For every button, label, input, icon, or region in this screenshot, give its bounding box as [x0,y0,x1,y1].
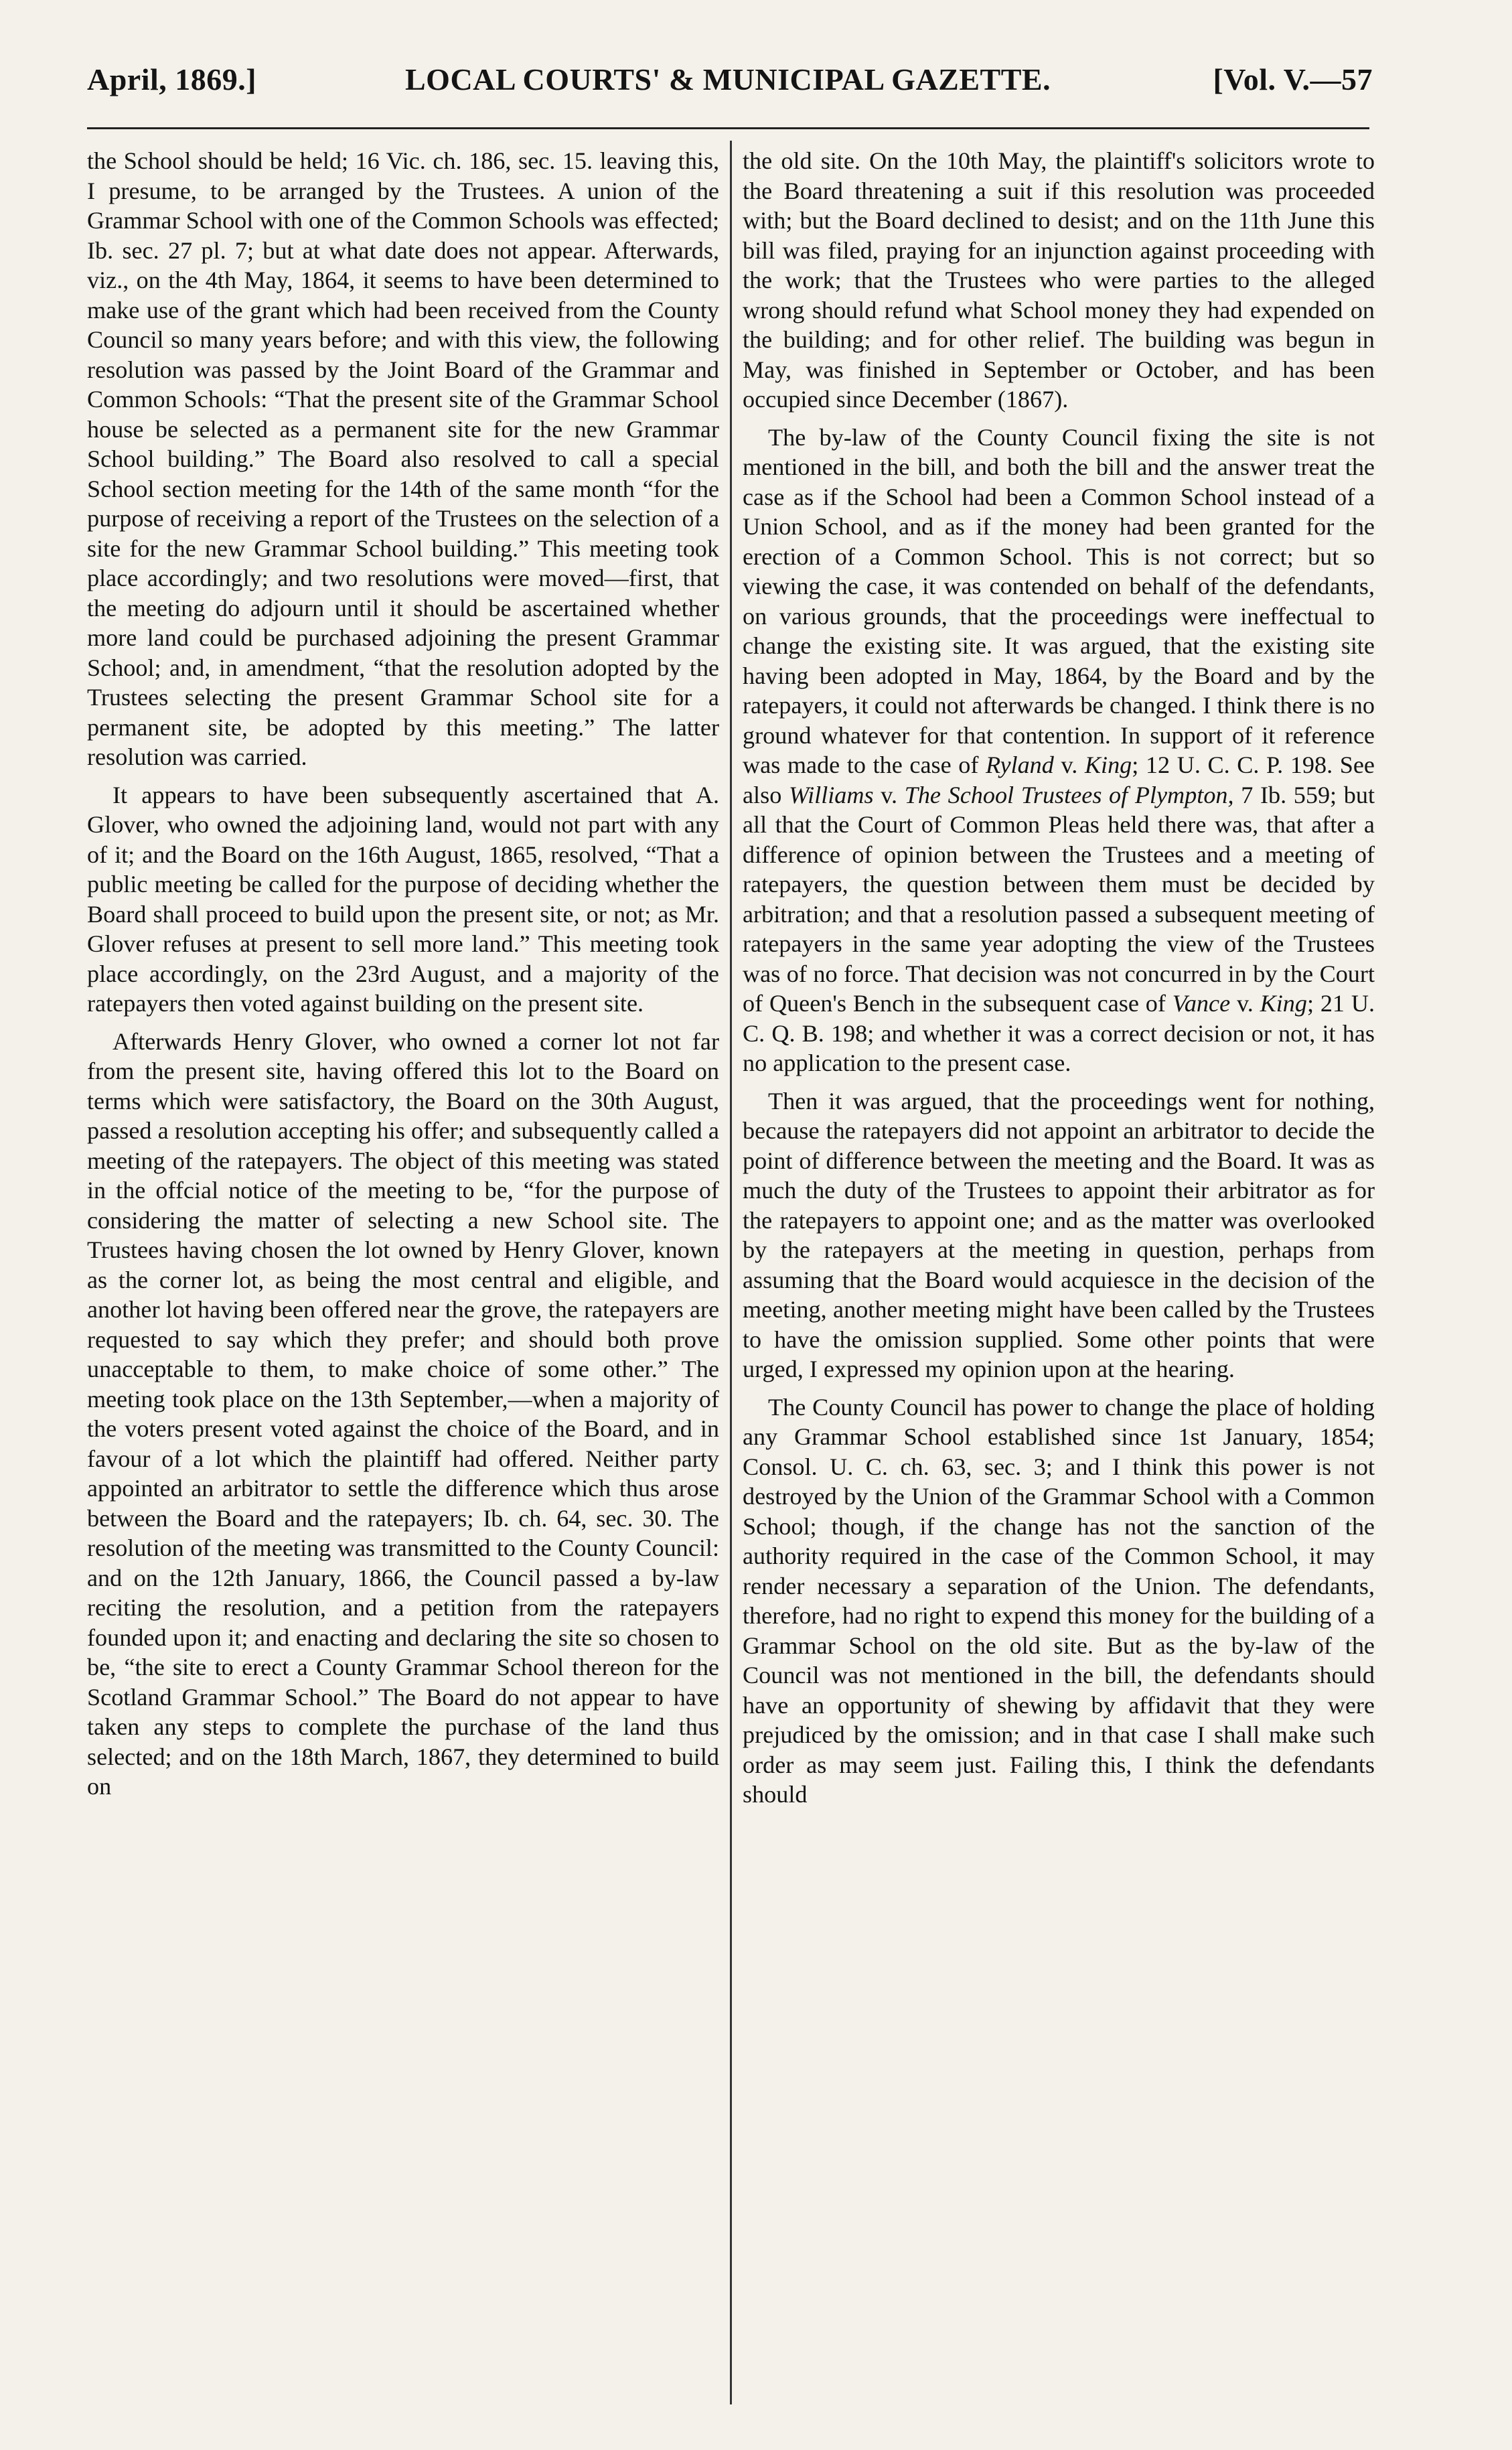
case-name: King [1084,751,1132,778]
column-divider [730,141,732,2404]
right-paragraph-4: The County Council has power to change the place of holding any Grammar School established since 1st January, 1854; Consol. U. C. ch. 63, sec. 3; and I think this power is not destroyed by the Union of the Grammar School with a Common School; though, if the change has not the sanction of the authority required in the case of the Common School, it may render necessary a separation of the Union. The defendants, therefore, had no right to expend this money for the building of a Grammar School on the old site. But as the by-law of the Council was not mentioned in the bill, the defendants should have an opportunity of shewing by affidavit that they were prejudiced by the omission; and in that case I shall make such order as may seem just. Failing this, I think the defendants should [743,1393,1375,1808]
case-name: King [1260,990,1307,1017]
right-column [743,146,1375,2410]
case-name: The School Trustees of Plympton, [904,781,1234,808]
text-run: 7 Ib. 559; but all that the Court of Common Pleas held there was, that after a difference of opinion between the Trustees and a meeting of ratepayers, the question between them must be decided by arbitration; and that a resolution passed a subsequent meeting of ratepayers in the same year adopting the view of the Trustees was of no force. That decision was not concurred in by the Court of Queen's Bench in the subsequent case of [743,781,1375,1017]
case-name: Williams [788,781,874,808]
left-column [87,146,719,2410]
right-paragraph-2 [743,423,1375,1078]
header-rule [87,127,1369,129]
right-paragraph-1: the old site. On the 10th May, the plaintiff's solicitors wrote to the Board threatening a suit if this resolution was proceeded with; but the Board declined to desist; and on the 11th June this bill was filed, praying for an injunction against proceeding with the work; that the Trustees who were parties to the alleged wrong should refund what School money they had expended on the building; and for other relief. The building was begun in May, was finished in September or October, and has been occupied since December (1867). [743,147,1375,413]
text-run: v. [873,781,905,808]
text-run: v. [1230,990,1260,1017]
header-title: LOCAL COURTS' & MUNICIPAL GAZETTE. [405,62,1051,96]
running-header [87,62,1373,115]
right-paragraph-3: Then it was argued, that the proceedings went for nothing, because the ratepayers did not appoint an arbitrator to decide the point of difference between the meeting and the Board. It was as much the duty of the Trustees to appoint their arbitrator as for the ratepayers to appoint one; and as the matter was overlooked by the ratepayers at the meeting in question, perhaps from assuming that the Board would acquiesce in the decision of the meeting, another meeting might have been called by the Trustees to have the omission supplied. Some other points that were urged, I expressed my opinion upon at the hearing. [743,1087,1375,1382]
left-paragraph-3: Afterwards Henry Glover, who owned a corner lot not far from the present site, having offered this lot to the Board on terms which were satisfactory, the Board on the 30th August, passed a resolution accepting his offer; and subsequently called a meeting of the ratepayers. The object of this meeting was stated in the offcial notice of the meeting to be, “for the purpose of considering the matter of selecting a new School site. The Trustees having chosen the lot owned by Henry Glover, known as the corner lot, as being the most central and eligible, and another lot having been offered near the grove, the ratepayers are requested to say which they prefer; and should both prove unacceptable to them, to make choice of some other.” The meeting took place on the 13th September,—when a majority of the voters present voted against the choice of the Board, and in favour of a lot which the plaintiff had offered. Neither party appointed an arbitrator to settle the difference which thus arose between the Board and the ratepayers; Ib. ch. 64, sec. 30. The resolution of the meeting was transmitted to the County Council: and on the 12th January, 1866, the Council passed a by-law reciting the resolution, and a petition from the ratepayers founded upon it; and enacting and declaring the site so chosen to be, “the site to erect a County Grammar School thereon for the Scotland Grammar School.” The Board do not appear to have taken any steps to complete the purchase of the land thus selected; and on the 18th March, 1867, they determined to build on [87,1027,719,1800]
text-run: ; 21 U. C. Q. B. 198; and whether it was a correct decision or not, it has no application to the present case. [743,990,1375,1076]
text-run: ; 12 U. C. C. P. 198. See also [743,751,1375,808]
text-run: v. [1053,751,1085,778]
header-date: April, 1869.] [87,62,257,96]
case-name: Vance [1172,990,1231,1017]
case-name: Ryland [986,751,1054,778]
text-run: The by-law of the County Council fixing the site is not mentioned in the bill, and both the bill and the answer treat the case as if the School had been a Common School instead of a Union School, and as if the money had been granted for the erection of a Common School. This is not correct; but so viewing the case, it was contended on behalf of the defendants, on various grounds, that the proceedings were ineffectual to change the existing site. It was argued, that the existing site having been adopted in May, 1864, by the Board and by the ratepayers, it could not afterwards be changed. I think there is no ground whatever for that contention. In support of it reference was made to the case of [743,423,1375,778]
header-volume-page: [Vol. V.—57 [1213,62,1373,96]
left-paragraph-1: the School should be held; 16 Vic. ch. 186, sec. 15. leaving this, I presume, to be arranged by the Trustees. A union of the Grammar School with one of the Common Schools was effected; Ib. sec. 27 pl. 7; but at what date does not appear. Afterwards, viz., on the 4th May, 1864, it seems to have been determined to make use of the grant which had been received from the County Council so many years before; and with this view, the following resolution was passed by the Joint Board of the Grammar and Common Schools: “That the present site of the Grammar School house be selected as a permanent site for the new Grammar School building.” The Board also resolved to call a special School section meeting for the 14th of the same month “for the purpose of receiving a report of the Trustees on the selection of a site for the new Grammar School building.” This meeting took place accordingly; and two resolutions were moved—first, that the meeting do adjourn until it should be ascertained whether more land could be purchased adjoining the present Grammar School; and, in amendment, “that the resolution adopted by the Trustees selecting the present Grammar School site for a permanent site, be adopted by this meeting.” The latter resolution was carried. [87,147,719,770]
left-paragraph-2: It appears to have been subsequently ascertained that A. Glover, who owned the adjoining land, would not part with any of it; and the Board on the 16th August, 1865, resolved, “That a public meeting be called for the purpose of deciding whether the Board shall proceed to build upon the present site, or not; as Mr. Glover refuses at present to sell more land.” This meeting took place accordingly, on the 23rd August, and a majority of the ratepayers then voted against building on the present site. [87,781,719,1017]
